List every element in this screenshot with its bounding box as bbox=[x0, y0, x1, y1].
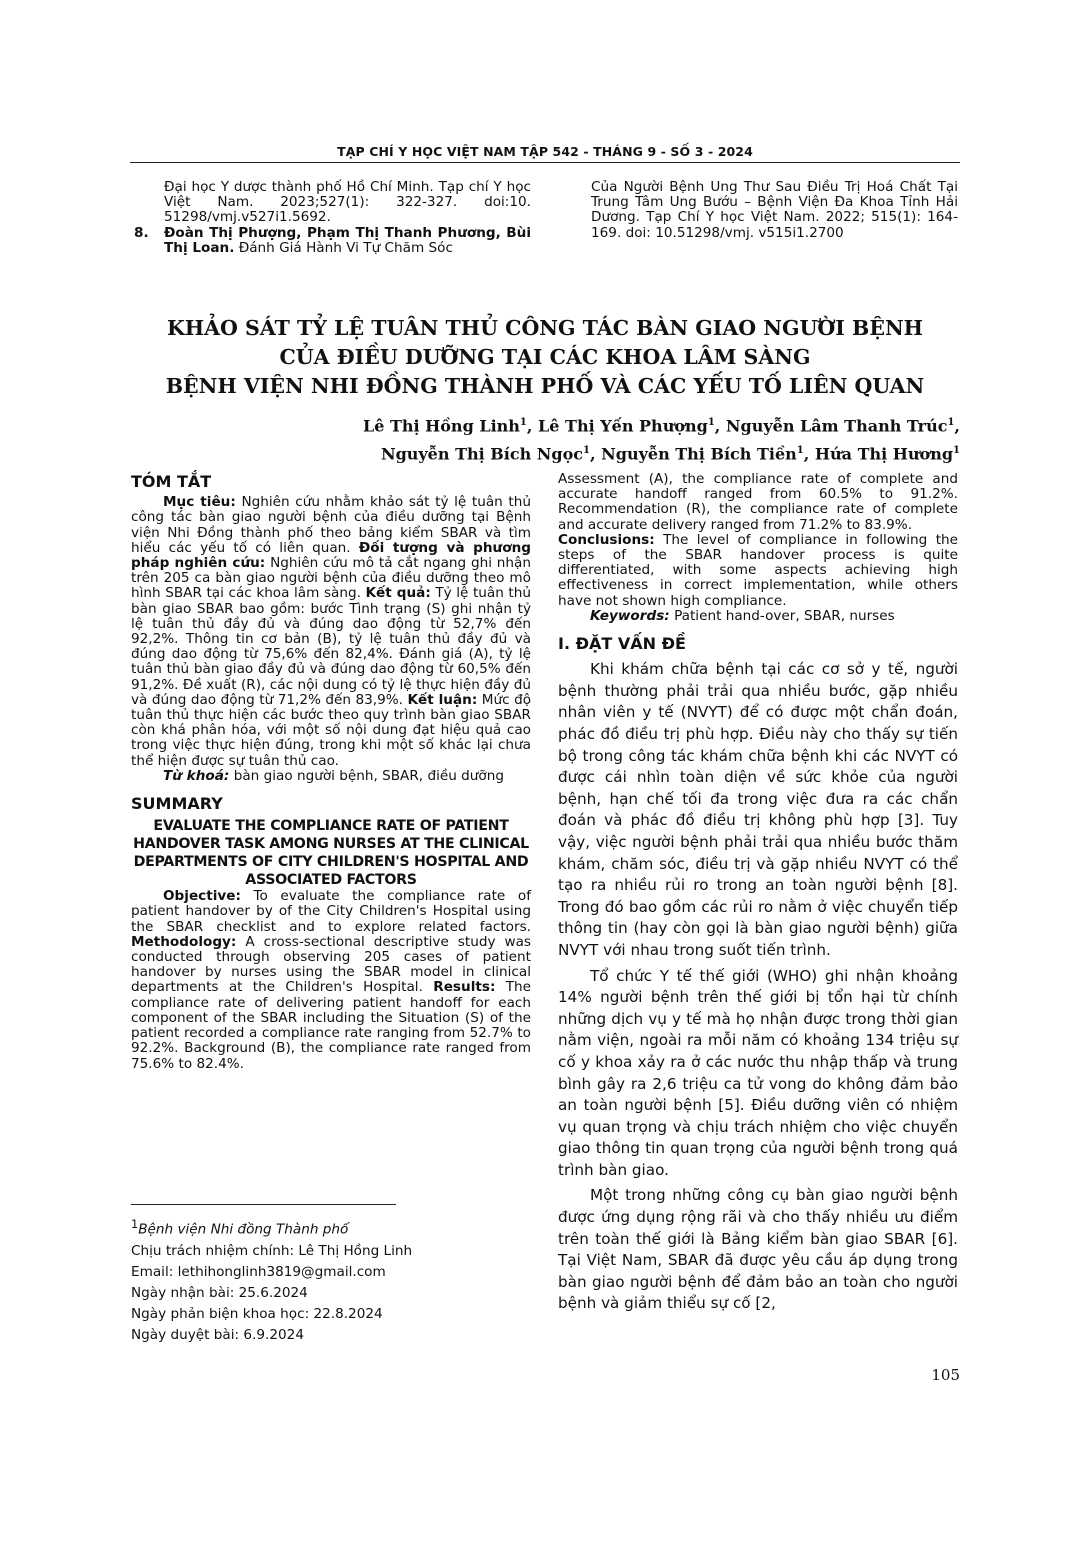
title-line-3: BỆNH VIỆN NHI ĐỒNG THÀNH PHỐ VÀ CÁC YẾU TỐ LIÊN QUAN bbox=[165, 374, 925, 398]
references-right bbox=[558, 180, 958, 241]
conclusion-text: Mức độ tuân thủ thực hiện các bước theo quy trình bàn giao SBAR còn khá phân hóa, với một số nội dung đạt hiệu quả cao trong việc thực hiện đúng, trong khi một số khác lại chưa thể hiện được sự tuân thủ cao. bbox=[131, 691, 532, 769]
journal-header: TẠP CHÍ Y HỌC VIỆT NAM TẬP 542 - THÁNG 9 - SỐ 3 - 2024 bbox=[337, 144, 753, 159]
author-name: Lê Thị Yến Phượng bbox=[538, 416, 708, 436]
author-sep: , bbox=[803, 444, 815, 464]
author-sup: 1 bbox=[519, 417, 527, 428]
footnote-accepted: Ngày duyệt bài: 6.9.2024 bbox=[131, 1326, 304, 1343]
title-line-2: CỦA ĐIỀU DƯỠNG TẠI CÁC KHOA LÂM SÀNG bbox=[279, 345, 811, 369]
author-sup: 1 bbox=[947, 417, 955, 428]
summary-heading: SUMMARY bbox=[131, 794, 223, 814]
en-results-text: The compliance rate of delivering patient handoff for each component of the SBAR including the Situation (S) of the patient recorded a compliance rate ranging from 52.7% to 92.2%. Background (B), the compliance rate ranged from 75.6% to 82.4%. bbox=[131, 979, 532, 1072]
references-left bbox=[131, 180, 531, 256]
footnote-rule bbox=[131, 1204, 396, 1205]
affil-sup: 1 bbox=[131, 1217, 139, 1231]
ref-8-cont: Của Người Bệnh Ung Thư Sau Điều Trị Hoá Chất Tại Trung Tâm Ung Bướu – Bệnh Viện Đa Khoa Tỉnh Hải Dương. Tạp Chí Y học Việt Nam. 2022; 515(1): 164-169. doi: 10.51298/vmj. v515i1.2700 bbox=[591, 179, 958, 241]
keywords-vi-text: bàn giao người bệnh, SBAR, điều dưỡng bbox=[233, 767, 504, 784]
authors-line-1 bbox=[130, 410, 960, 438]
right-column bbox=[558, 472, 958, 1319]
section-1-paragraph-3: Một trong những công cụ bàn giao người bệnh được ứng dụng rộng rãi và cho thấy nhiều ưu điểm trên toàn thế giới là Bảng kiểm bàn giao SBAR [6]. Tại Việt Nam, SBAR đã được yêu cầu áp dụng trong bàn giao người bệnh để đảm bảo an toàn cho người bệnh và giảm thiểu sự cố [2, bbox=[558, 1186, 958, 1313]
affil-text: Bệnh viện Nhi đồng Thành phố bbox=[138, 1221, 349, 1238]
footnote-received: Ngày nhận bài: 25.6.2024 bbox=[131, 1284, 308, 1301]
section-1-paragraph-2: Tổ chức Y tế thế giới (WHO) ghi nhận khoảng 14% người bệnh trên thế giới bị tổn hại từ chính những dịch vụ y tế mà họ nhận được trong thời gian nằm viện, ngoài ra mỗi năm có khoảng 134 triệu sự cố y khoa xảy ra ở các nước thu nhập thấp và trung bình gây ra 2,6 triệu ca tử vong do không đảm bảo an toàn người bệnh [5]. Điều dưỡng viên có nhiệm vụ quan trọng và chịu trách nhiệm cho việc chuyển giao thông tin quan trọng của người bệnh trong quá trình bàn giao. bbox=[558, 966, 958, 1179]
method-label: Đối tượng và phương pháp nghiên cứu: bbox=[131, 539, 531, 572]
author-sep: , bbox=[590, 444, 602, 464]
author-sup: 1 bbox=[953, 445, 960, 457]
results-text: Tỷ lệ tuân thủ bàn giao SBAR bao gồm: bước Tình trạng (S) ghi nhận tỷ lệ tuân thủ đầy đủ và đúng dao động từ 52,7% đến 92,2%. Thông tin cơ bản (B), tỷ lệ tuân thủ đầy đủ và đúng dao động từ 75,6% đến 82,4%. Đánh giá (A), tỷ lệ tuân thủ bàn giao đầy đủ và đúng dao động từ 60,5% đến 91,2%. Đề xuất (R), các nội dung có tỷ lệ thực hiện đầy đủ và đúng dao động từ 71,2% đến 83,9%. bbox=[131, 585, 531, 708]
footnote-affiliation bbox=[131, 1214, 531, 1241]
en-conclusion-label: Conclusions: bbox=[558, 531, 655, 548]
footnote-email: Email: lethihonglinh3819@gmail.com bbox=[131, 1263, 386, 1280]
summary-body bbox=[131, 889, 531, 1071]
en-method-text: A cross-sectional descriptive study was conducted through observing 205 cases of patient handover by nurses using the SBAR model in clinical departments at the Children's Hospital. bbox=[131, 933, 531, 996]
summary-results-cont: Assessment (A), the compliance rate of complete and accurate handoff ranged from 60.5% to 91.2%. Recommendation (R), the compliance rate of complete and accurate delivery ranged from 71.2% to 83.9%. bbox=[558, 471, 958, 533]
ref-8-authors: Đoàn Thị Phượng, Phạm Thị Thanh Phương, Bùi Thị Loan. bbox=[164, 224, 531, 256]
author-list bbox=[130, 410, 960, 467]
author-name: Nguyễn Lâm Thanh Trúc bbox=[725, 416, 948, 436]
keywords-vi bbox=[131, 769, 531, 784]
author-name: Hứa Thị Hương bbox=[814, 444, 954, 464]
ref-8-number: 8. bbox=[134, 224, 149, 241]
author-sep: , bbox=[714, 416, 726, 436]
abstract-column bbox=[131, 474, 531, 1072]
ref-7-text: Đại học Y dược thành phố Hồ Chí Minh. Tạp chí Y học Việt Nam. 2023;527(1): 322-327. doi:10. 51298/vmj.v527i1.5692. bbox=[164, 179, 531, 226]
author-sup: 1 bbox=[707, 417, 715, 428]
en-conclusion-text: The level of compliance in following the steps of the SBAR handover process is quite differentiated, with some aspects achieving high effectiveness in correct implementation, while others have not shown high compliance. bbox=[558, 531, 958, 609]
author-name: Lê Thị Hồng Linh bbox=[362, 416, 520, 436]
authors-line-2 bbox=[130, 438, 960, 466]
ref-8-rest: Đánh Giá Hành Vi Tự Chăm Sóc bbox=[238, 239, 453, 256]
ref-8 bbox=[131, 226, 531, 256]
article-title bbox=[130, 314, 960, 401]
header-rule bbox=[130, 162, 960, 163]
footnote bbox=[131, 1214, 531, 1346]
footnote-responsible: Chịu trách nhiệm chính: Lê Thị Hồng Linh bbox=[131, 1242, 413, 1259]
author-sep: , bbox=[954, 416, 960, 436]
keywords-vi-label: Từ khoá: bbox=[163, 767, 230, 784]
summary-conclusion bbox=[558, 533, 958, 609]
section-1-heading: I. ĐẶT VẤN ĐỀ bbox=[558, 634, 686, 654]
results-label: Kết quả: bbox=[365, 585, 431, 602]
en-method-label: Methodology: bbox=[131, 933, 237, 950]
keywords-en bbox=[558, 609, 958, 624]
section-1-paragraph-1: Khi khám chữa bệnh tại các cơ sở y tế, người bệnh thường phải trải qua nhiều bước, gặp nhiều nhân viên y tế (NVYT) để có được một chẩn đoán, phác đồ điều trị phù hợp. Điều này cho thấy sự tiến bộ trong công tác khám chữa bệnh khi các NVYT có được cái nhìn toàn diện về sức khỏe của người bệnh, hạn chế tối đa trong việc đưa ra các chẩn đoán và phác đồ điều trị không phù hợp [3]. Tuy vậy, việc người bệnh phải trải qua nhiều bước thăm khám, chăm sóc, điều trị và gặp nhiều NVYT có thể tạo ra nhiều rủi ro trong an toàn người bệnh [8]. Trong đó bao gồm các rủi ro nằm ở việc chuyển tiếp thông tin (hay còn gọi là bàn giao người bệnh) giữa NVYT với nhau trong suốt tiến trình. bbox=[558, 660, 958, 959]
objective-text: Nghiên cứu nhằm khảo sát tỷ lệ tuân thủ công tác bàn giao người bệnh của điều dưỡng tại Bệnh viện Nhi Đồng thành phố theo bảng kiểm SBAR và tìm hiểu các yếu tố có liên quan. bbox=[131, 494, 531, 556]
author-sep: , bbox=[526, 416, 539, 436]
method-text: Nghiên cứu mô tả cắt ngang ghi nhận trên 205 ca bàn giao người bệnh của điều dưỡng theo mô hình SBAR tại các khoa lâm sàng. bbox=[131, 555, 531, 602]
author-name: Nguyễn Thị Bích Ngọc bbox=[380, 444, 584, 464]
title-line-1: KHẢO SÁT TỶ LỆ TUÂN THỦ CÔNG TÁC BÀN GIAO NGƯỜI BỆNH bbox=[166, 316, 924, 340]
keywords-en-label: Keywords: bbox=[590, 607, 670, 624]
section-1-body bbox=[558, 659, 958, 1315]
en-results-label: Results: bbox=[433, 979, 496, 996]
page-number: 105 bbox=[931, 1366, 960, 1384]
footnote-reviewed: Ngày phản biện khoa học: 22.8.2024 bbox=[131, 1305, 383, 1322]
objective-label: Mục tiêu: bbox=[163, 494, 236, 511]
abstract-vi-body bbox=[131, 495, 531, 769]
summary-title: EVALUATE THE COMPLIANCE RATE OF PATIENT HANDOVER TASK AMONG NURSES AT THE CLINICAL DEPARTMENTS OF CITY CHILDREN'S HOSPITAL AND ASSOCIATED FACTORS bbox=[133, 818, 529, 889]
ref-7-cont bbox=[131, 180, 531, 226]
en-objective-text: To evaluate the compliance rate of patient handover by of the City Children's Hospital using the SBAR checklist and to explore related factors. bbox=[131, 888, 531, 935]
author-sup: 1 bbox=[796, 445, 804, 457]
keywords-en-text: Patient hand-over, SBAR, nurses bbox=[674, 607, 895, 624]
en-objective-label: Objective: bbox=[163, 888, 241, 905]
abstract-vi-heading: TÓM TẮT bbox=[131, 472, 212, 491]
author-sup: 1 bbox=[583, 445, 590, 457]
author-name: Nguyễn Thị Bích Tiền bbox=[601, 444, 797, 464]
conclusion-label: Kết luận: bbox=[407, 691, 478, 708]
